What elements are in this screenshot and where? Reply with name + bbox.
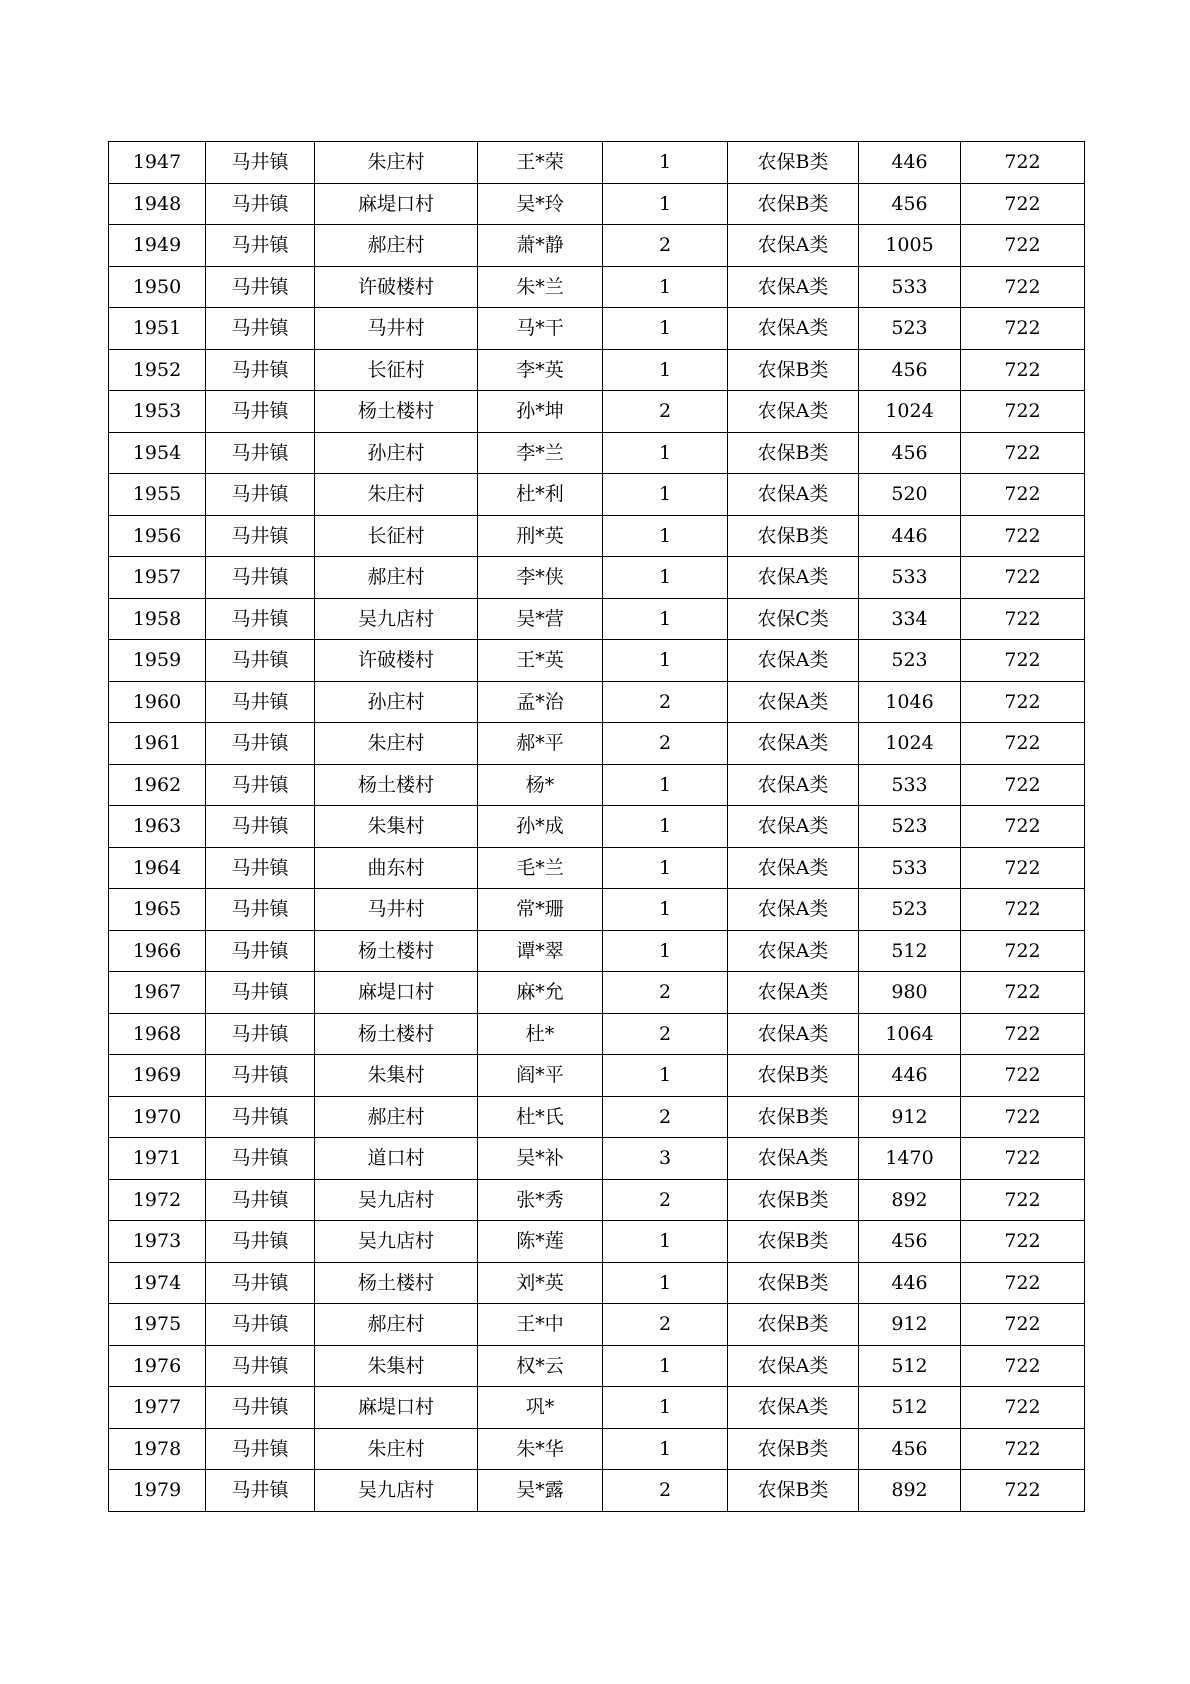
row-number: 1962 <box>109 764 206 806</box>
persons-cell: 1 <box>603 557 728 599</box>
amount-cell: 912 <box>859 1096 961 1138</box>
village-cell: 朱庄村 <box>315 142 478 184</box>
table-row <box>109 1470 1085 1512</box>
standard-cell: 722 <box>961 1345 1085 1387</box>
standard-cell: 722 <box>961 1262 1085 1304</box>
village-cell: 朱集村 <box>315 1345 478 1387</box>
row-number: 1973 <box>109 1221 206 1263</box>
category-cell: 农保B类 <box>728 515 859 557</box>
amount-cell: 1024 <box>859 723 961 765</box>
table-row <box>109 1428 1085 1470</box>
category-cell: 农保A类 <box>728 972 859 1014</box>
category-cell: 农保A类 <box>728 1387 859 1429</box>
table-row <box>109 515 1085 557</box>
village-cell: 杨土楼村 <box>315 764 478 806</box>
amount-cell: 523 <box>859 806 961 848</box>
town-cell: 马井镇 <box>206 1387 315 1429</box>
town-cell: 马井镇 <box>206 723 315 765</box>
town-cell: 马井镇 <box>206 142 315 184</box>
category-cell: 农保A类 <box>728 1345 859 1387</box>
row-number: 1964 <box>109 847 206 889</box>
category-cell: 农保B类 <box>728 1055 859 1097</box>
table-row <box>109 889 1085 931</box>
name-cell: 杨* <box>478 764 603 806</box>
town-cell: 马井镇 <box>206 764 315 806</box>
village-cell: 许破楼村 <box>315 640 478 682</box>
name-cell: 吴*补 <box>478 1138 603 1180</box>
table-row <box>109 1262 1085 1304</box>
amount-cell: 1005 <box>859 225 961 267</box>
town-cell: 马井镇 <box>206 930 315 972</box>
row-number: 1979 <box>109 1470 206 1512</box>
category-cell: 农保A类 <box>728 225 859 267</box>
village-cell: 长征村 <box>315 515 478 557</box>
table-row <box>109 474 1085 516</box>
name-cell: 杜*氏 <box>478 1096 603 1138</box>
category-cell: 农保A类 <box>728 847 859 889</box>
town-cell: 马井镇 <box>206 308 315 350</box>
name-cell: 吴*露 <box>478 1470 603 1512</box>
village-cell: 朱庄村 <box>315 474 478 516</box>
village-cell: 朱庄村 <box>315 723 478 765</box>
standard-cell: 722 <box>961 806 1085 848</box>
town-cell: 马井镇 <box>206 225 315 267</box>
name-cell: 郝*平 <box>478 723 603 765</box>
name-cell: 常*珊 <box>478 889 603 931</box>
amount-cell: 446 <box>859 515 961 557</box>
category-cell: 农保B类 <box>728 1470 859 1512</box>
row-number: 1949 <box>109 225 206 267</box>
name-cell: 朱*华 <box>478 1428 603 1470</box>
category-cell: 农保C类 <box>728 598 859 640</box>
name-cell: 谭*翠 <box>478 930 603 972</box>
persons-cell: 2 <box>603 723 728 765</box>
standard-cell: 722 <box>961 1055 1085 1097</box>
name-cell: 巩* <box>478 1387 603 1429</box>
town-cell: 马井镇 <box>206 972 315 1014</box>
row-number: 1952 <box>109 349 206 391</box>
table-row <box>109 183 1085 225</box>
persons-cell: 1 <box>603 640 728 682</box>
persons-cell: 1 <box>603 1387 728 1429</box>
category-cell: 农保A类 <box>728 1138 859 1180</box>
table-row <box>109 640 1085 682</box>
village-cell: 吴九店村 <box>315 1470 478 1512</box>
amount-cell: 446 <box>859 142 961 184</box>
table-row <box>109 681 1085 723</box>
name-cell: 杜* <box>478 1013 603 1055</box>
standard-cell: 722 <box>961 557 1085 599</box>
table-row <box>109 1138 1085 1180</box>
persons-cell: 3 <box>603 1138 728 1180</box>
amount-cell: 912 <box>859 1304 961 1346</box>
town-cell: 马井镇 <box>206 598 315 640</box>
table-row <box>109 930 1085 972</box>
beneficiary-table <box>108 141 1085 1512</box>
table-row <box>109 225 1085 267</box>
row-number: 1954 <box>109 432 206 474</box>
town-cell: 马井镇 <box>206 889 315 931</box>
name-cell: 阎*平 <box>478 1055 603 1097</box>
persons-cell: 2 <box>603 391 728 433</box>
town-cell: 马井镇 <box>206 266 315 308</box>
town-cell: 马井镇 <box>206 432 315 474</box>
category-cell: 农保A类 <box>728 391 859 433</box>
category-cell: 农保A类 <box>728 1013 859 1055</box>
town-cell: 马井镇 <box>206 515 315 557</box>
row-number: 1957 <box>109 557 206 599</box>
persons-cell: 1 <box>603 1428 728 1470</box>
standard-cell: 722 <box>961 515 1085 557</box>
category-cell: 农保A类 <box>728 930 859 972</box>
name-cell: 刘*英 <box>478 1262 603 1304</box>
table-row <box>109 1096 1085 1138</box>
name-cell: 权*云 <box>478 1345 603 1387</box>
standard-cell: 722 <box>961 1387 1085 1429</box>
row-number: 1956 <box>109 515 206 557</box>
village-cell: 杨土楼村 <box>315 1013 478 1055</box>
persons-cell: 1 <box>603 1055 728 1097</box>
table-row <box>109 349 1085 391</box>
village-cell: 杨土楼村 <box>315 1262 478 1304</box>
persons-cell: 1 <box>603 474 728 516</box>
standard-cell: 722 <box>961 1470 1085 1512</box>
row-number: 1963 <box>109 806 206 848</box>
row-number: 1960 <box>109 681 206 723</box>
row-number: 1971 <box>109 1138 206 1180</box>
amount-cell: 456 <box>859 349 961 391</box>
persons-cell: 1 <box>603 142 728 184</box>
persons-cell: 2 <box>603 1096 728 1138</box>
table-row <box>109 1013 1085 1055</box>
category-cell: 农保A类 <box>728 557 859 599</box>
village-cell: 郝庄村 <box>315 1304 478 1346</box>
table-row <box>109 806 1085 848</box>
standard-cell: 722 <box>961 598 1085 640</box>
village-cell: 吴九店村 <box>315 598 478 640</box>
amount-cell: 456 <box>859 432 961 474</box>
row-number: 1947 <box>109 142 206 184</box>
category-cell: 农保A类 <box>728 474 859 516</box>
amount-cell: 1064 <box>859 1013 961 1055</box>
table-row <box>109 142 1085 184</box>
category-cell: 农保B类 <box>728 432 859 474</box>
standard-cell: 722 <box>961 1096 1085 1138</box>
table-row <box>109 598 1085 640</box>
row-number: 1968 <box>109 1013 206 1055</box>
name-cell: 吴*营 <box>478 598 603 640</box>
village-cell: 长征村 <box>315 349 478 391</box>
amount-cell: 533 <box>859 764 961 806</box>
amount-cell: 1024 <box>859 391 961 433</box>
village-cell: 朱集村 <box>315 1055 478 1097</box>
standard-cell: 722 <box>961 889 1085 931</box>
amount-cell: 533 <box>859 847 961 889</box>
name-cell: 陈*莲 <box>478 1221 603 1263</box>
standard-cell: 722 <box>961 1013 1085 1055</box>
amount-cell: 980 <box>859 972 961 1014</box>
standard-cell: 722 <box>961 142 1085 184</box>
amount-cell: 533 <box>859 266 961 308</box>
amount-cell: 533 <box>859 557 961 599</box>
category-cell: 农保B类 <box>728 1304 859 1346</box>
row-number: 1959 <box>109 640 206 682</box>
standard-cell: 722 <box>961 640 1085 682</box>
table-row <box>109 1387 1085 1429</box>
village-cell: 吴九店村 <box>315 1179 478 1221</box>
category-cell: 农保B类 <box>728 1179 859 1221</box>
category-cell: 农保B类 <box>728 183 859 225</box>
town-cell: 马井镇 <box>206 640 315 682</box>
village-cell: 孙庄村 <box>315 681 478 723</box>
village-cell: 朱庄村 <box>315 1428 478 1470</box>
village-cell: 郝庄村 <box>315 225 478 267</box>
persons-cell: 1 <box>603 889 728 931</box>
town-cell: 马井镇 <box>206 1345 315 1387</box>
amount-cell: 456 <box>859 1428 961 1470</box>
row-number: 1977 <box>109 1387 206 1429</box>
village-cell: 吴九店村 <box>315 1221 478 1263</box>
village-cell: 马井村 <box>315 308 478 350</box>
standard-cell: 722 <box>961 1138 1085 1180</box>
standard-cell: 722 <box>961 764 1085 806</box>
amount-cell: 456 <box>859 183 961 225</box>
table-row <box>109 764 1085 806</box>
category-cell: 农保B类 <box>728 1221 859 1263</box>
table-row <box>109 308 1085 350</box>
standard-cell: 722 <box>961 1428 1085 1470</box>
amount-cell: 1046 <box>859 681 961 723</box>
town-cell: 马井镇 <box>206 806 315 848</box>
name-cell: 孙*坤 <box>478 391 603 433</box>
amount-cell: 512 <box>859 930 961 972</box>
standard-cell: 722 <box>961 183 1085 225</box>
table-row <box>109 1345 1085 1387</box>
category-cell: 农保A类 <box>728 681 859 723</box>
name-cell: 孙*成 <box>478 806 603 848</box>
persons-cell: 2 <box>603 1179 728 1221</box>
standard-cell: 722 <box>961 266 1085 308</box>
table-row <box>109 847 1085 889</box>
standard-cell: 722 <box>961 972 1085 1014</box>
village-cell: 许破楼村 <box>315 266 478 308</box>
category-cell: 农保A类 <box>728 806 859 848</box>
village-cell: 道口村 <box>315 1138 478 1180</box>
persons-cell: 1 <box>603 1345 728 1387</box>
village-cell: 郝庄村 <box>315 557 478 599</box>
name-cell: 王*荣 <box>478 142 603 184</box>
persons-cell: 2 <box>603 1013 728 1055</box>
persons-cell: 2 <box>603 1304 728 1346</box>
name-cell: 张*秀 <box>478 1179 603 1221</box>
standard-cell: 722 <box>961 225 1085 267</box>
persons-cell: 1 <box>603 847 728 889</box>
row-number: 1975 <box>109 1304 206 1346</box>
name-cell: 萧*静 <box>478 225 603 267</box>
category-cell: 农保A类 <box>728 640 859 682</box>
amount-cell: 892 <box>859 1470 961 1512</box>
name-cell: 毛*兰 <box>478 847 603 889</box>
persons-cell: 1 <box>603 598 728 640</box>
amount-cell: 892 <box>859 1179 961 1221</box>
amount-cell: 512 <box>859 1345 961 1387</box>
table-row <box>109 723 1085 765</box>
name-cell: 杜*利 <box>478 474 603 516</box>
table-row <box>109 1055 1085 1097</box>
table-row <box>109 1221 1085 1263</box>
table-row <box>109 432 1085 474</box>
village-cell: 孙庄村 <box>315 432 478 474</box>
standard-cell: 722 <box>961 1221 1085 1263</box>
name-cell: 刑*英 <box>478 515 603 557</box>
row-number: 1950 <box>109 266 206 308</box>
persons-cell: 2 <box>603 681 728 723</box>
row-number: 1965 <box>109 889 206 931</box>
name-cell: 吴*玲 <box>478 183 603 225</box>
category-cell: 农保B类 <box>728 1096 859 1138</box>
row-number: 1974 <box>109 1262 206 1304</box>
table-body <box>109 142 1085 1512</box>
village-cell: 麻堤口村 <box>315 183 478 225</box>
name-cell: 李*侠 <box>478 557 603 599</box>
row-number: 1972 <box>109 1179 206 1221</box>
standard-cell: 722 <box>961 1179 1085 1221</box>
town-cell: 马井镇 <box>206 1179 315 1221</box>
village-cell: 杨土楼村 <box>315 930 478 972</box>
standard-cell: 722 <box>961 432 1085 474</box>
category-cell: 农保B类 <box>728 142 859 184</box>
town-cell: 马井镇 <box>206 1470 315 1512</box>
town-cell: 马井镇 <box>206 1138 315 1180</box>
town-cell: 马井镇 <box>206 1096 315 1138</box>
table-row <box>109 1179 1085 1221</box>
row-number: 1951 <box>109 308 206 350</box>
name-cell: 王*英 <box>478 640 603 682</box>
amount-cell: 1470 <box>859 1138 961 1180</box>
name-cell: 李*英 <box>478 349 603 391</box>
amount-cell: 456 <box>859 1221 961 1263</box>
row-number: 1961 <box>109 723 206 765</box>
standard-cell: 722 <box>961 308 1085 350</box>
persons-cell: 1 <box>603 1262 728 1304</box>
village-cell: 麻堤口村 <box>315 1387 478 1429</box>
category-cell: 农保B类 <box>728 1428 859 1470</box>
town-cell: 马井镇 <box>206 474 315 516</box>
category-cell: 农保A类 <box>728 266 859 308</box>
name-cell: 麻*允 <box>478 972 603 1014</box>
village-cell: 杨土楼村 <box>315 391 478 433</box>
category-cell: 农保A类 <box>728 889 859 931</box>
town-cell: 马井镇 <box>206 847 315 889</box>
standard-cell: 722 <box>961 391 1085 433</box>
standard-cell: 722 <box>961 681 1085 723</box>
row-number: 1948 <box>109 183 206 225</box>
standard-cell: 722 <box>961 349 1085 391</box>
row-number: 1978 <box>109 1428 206 1470</box>
persons-cell: 1 <box>603 183 728 225</box>
table-row <box>109 972 1085 1014</box>
amount-cell: 512 <box>859 1387 961 1429</box>
category-cell: 农保A类 <box>728 308 859 350</box>
row-number: 1953 <box>109 391 206 433</box>
standard-cell: 722 <box>961 930 1085 972</box>
persons-cell: 1 <box>603 349 728 391</box>
town-cell: 马井镇 <box>206 1304 315 1346</box>
category-cell: 农保A类 <box>728 723 859 765</box>
town-cell: 马井镇 <box>206 183 315 225</box>
amount-cell: 523 <box>859 308 961 350</box>
town-cell: 马井镇 <box>206 681 315 723</box>
persons-cell: 1 <box>603 764 728 806</box>
town-cell: 马井镇 <box>206 1428 315 1470</box>
town-cell: 马井镇 <box>206 349 315 391</box>
amount-cell: 334 <box>859 598 961 640</box>
standard-cell: 722 <box>961 723 1085 765</box>
village-cell: 曲东村 <box>315 847 478 889</box>
amount-cell: 446 <box>859 1055 961 1097</box>
persons-cell: 1 <box>603 515 728 557</box>
amount-cell: 523 <box>859 640 961 682</box>
persons-cell: 2 <box>603 225 728 267</box>
category-cell: 农保A类 <box>728 764 859 806</box>
name-cell: 王*中 <box>478 1304 603 1346</box>
standard-cell: 722 <box>961 474 1085 516</box>
persons-cell: 1 <box>603 930 728 972</box>
row-number: 1955 <box>109 474 206 516</box>
row-number: 1958 <box>109 598 206 640</box>
town-cell: 马井镇 <box>206 1262 315 1304</box>
name-cell: 朱*兰 <box>478 266 603 308</box>
persons-cell: 1 <box>603 1221 728 1263</box>
village-cell: 郝庄村 <box>315 1096 478 1138</box>
amount-cell: 446 <box>859 1262 961 1304</box>
table-row <box>109 1304 1085 1346</box>
persons-cell: 1 <box>603 266 728 308</box>
village-cell: 马井村 <box>315 889 478 931</box>
name-cell: 李*兰 <box>478 432 603 474</box>
table-row <box>109 266 1085 308</box>
persons-cell: 2 <box>603 1470 728 1512</box>
persons-cell: 1 <box>603 806 728 848</box>
amount-cell: 523 <box>859 889 961 931</box>
category-cell: 农保B类 <box>728 349 859 391</box>
standard-cell: 722 <box>961 1304 1085 1346</box>
persons-cell: 1 <box>603 308 728 350</box>
table-row <box>109 557 1085 599</box>
category-cell: 农保B类 <box>728 1262 859 1304</box>
name-cell: 孟*治 <box>478 681 603 723</box>
table-row <box>109 391 1085 433</box>
village-cell: 麻堤口村 <box>315 972 478 1014</box>
row-number: 1967 <box>109 972 206 1014</box>
standard-cell: 722 <box>961 847 1085 889</box>
row-number: 1970 <box>109 1096 206 1138</box>
row-number: 1966 <box>109 930 206 972</box>
name-cell: 马*干 <box>478 308 603 350</box>
village-cell: 朱集村 <box>315 806 478 848</box>
row-number: 1976 <box>109 1345 206 1387</box>
row-number: 1969 <box>109 1055 206 1097</box>
persons-cell: 1 <box>603 432 728 474</box>
persons-cell: 2 <box>603 972 728 1014</box>
town-cell: 马井镇 <box>206 1221 315 1263</box>
amount-cell: 520 <box>859 474 961 516</box>
town-cell: 马井镇 <box>206 1013 315 1055</box>
town-cell: 马井镇 <box>206 1055 315 1097</box>
town-cell: 马井镇 <box>206 557 315 599</box>
town-cell: 马井镇 <box>206 391 315 433</box>
